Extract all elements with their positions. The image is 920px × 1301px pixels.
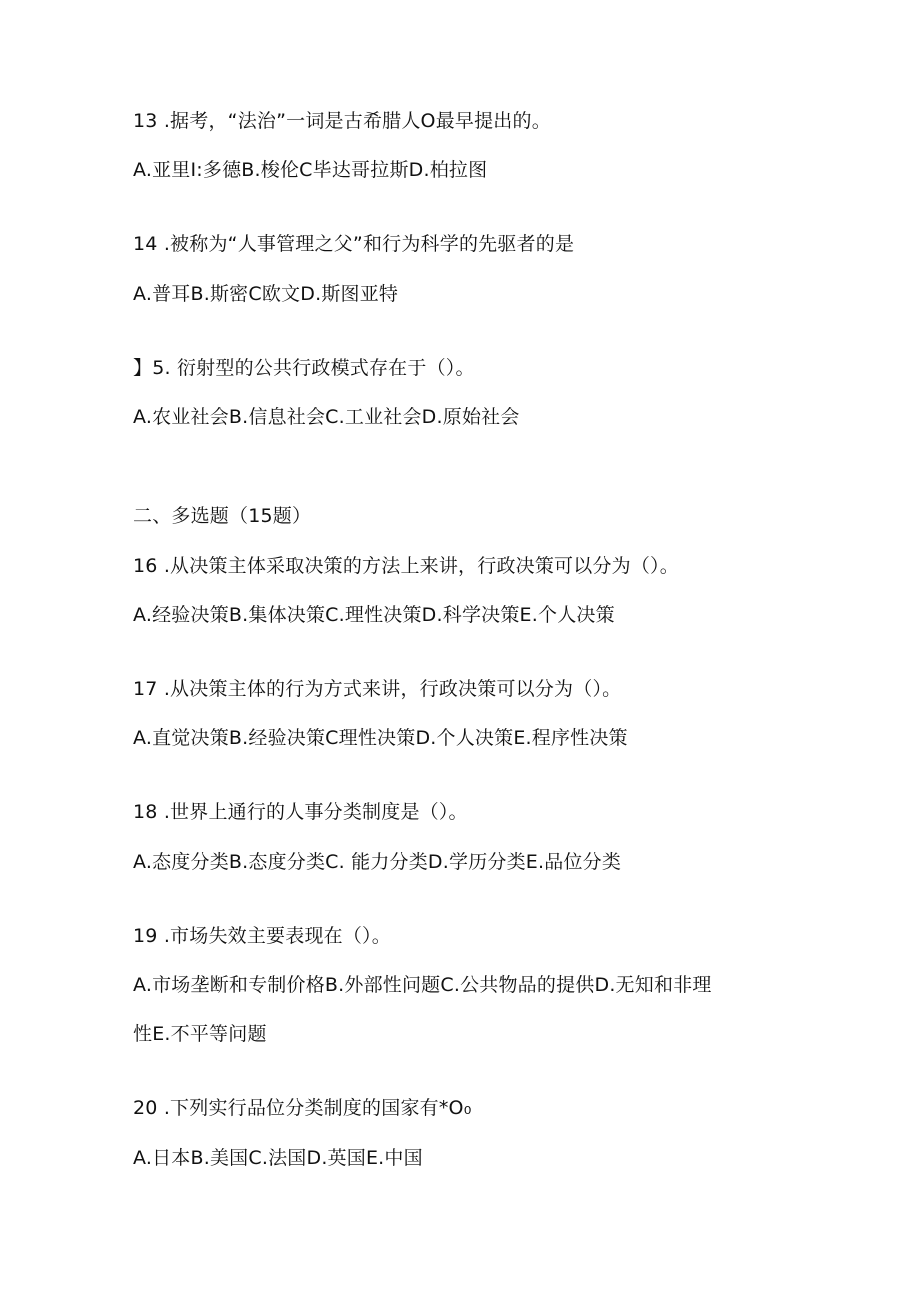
question-17-options: A.直觉决策B.经验决策C理性决策D.个人决策E.程序性决策: [133, 727, 628, 749]
question-19-options: A.市场垄断和专制价格B.外部性问题C.公共物品的提供D.无知和非理: [133, 974, 712, 996]
question-17: 17 .从决策主体的行为方式来讲，行政决策可以分为（）。: [133, 678, 622, 700]
question-15-options: A.农业社会B.信息社会C.工业社会D.原始社会: [133, 406, 520, 428]
question-14-options: A.普耳B.斯密C欧文D.斯图亚特: [133, 283, 399, 305]
question-18-options: A.态度分类B.态度分类C. 能力分类D.学历分类E.品位分类: [133, 851, 622, 873]
section-heading: 二、多选题（15题）: [133, 505, 312, 527]
question-14: 14 .被称为“人事管理之父”和行为科学的先驱者的是: [133, 233, 575, 255]
question-16: 16 .从决策主体采取决策的方法上来讲，行政决策可以分为（）。: [133, 555, 679, 577]
question-19-options-continued: 性E.不平等问题: [133, 1023, 267, 1045]
question-15: 】5. 衍射型的公共行政模式存在于（）。: [133, 357, 475, 379]
question-13-options: A.亚里I:多德B.梭伦C毕达哥拉斯D.柏拉图: [133, 159, 488, 181]
question-16-options: A.经验决策B.集体决策C.理性决策D.科学决策E.个人决策: [133, 604, 615, 626]
question-20: 20 .下列实行品位分类制度的国家有*O₀: [133, 1097, 472, 1119]
question-18: 18 .世界上通行的人事分类制度是（）。: [133, 801, 468, 823]
question-20-options: A.日本B.美国C.法国D.英国E.中国: [133, 1147, 423, 1169]
question-19: 19 .市场失效主要表现在（）。: [133, 925, 391, 947]
question-13: 13 .据考，“法治”一词是古希腊人O最早提出的。: [133, 110, 551, 132]
